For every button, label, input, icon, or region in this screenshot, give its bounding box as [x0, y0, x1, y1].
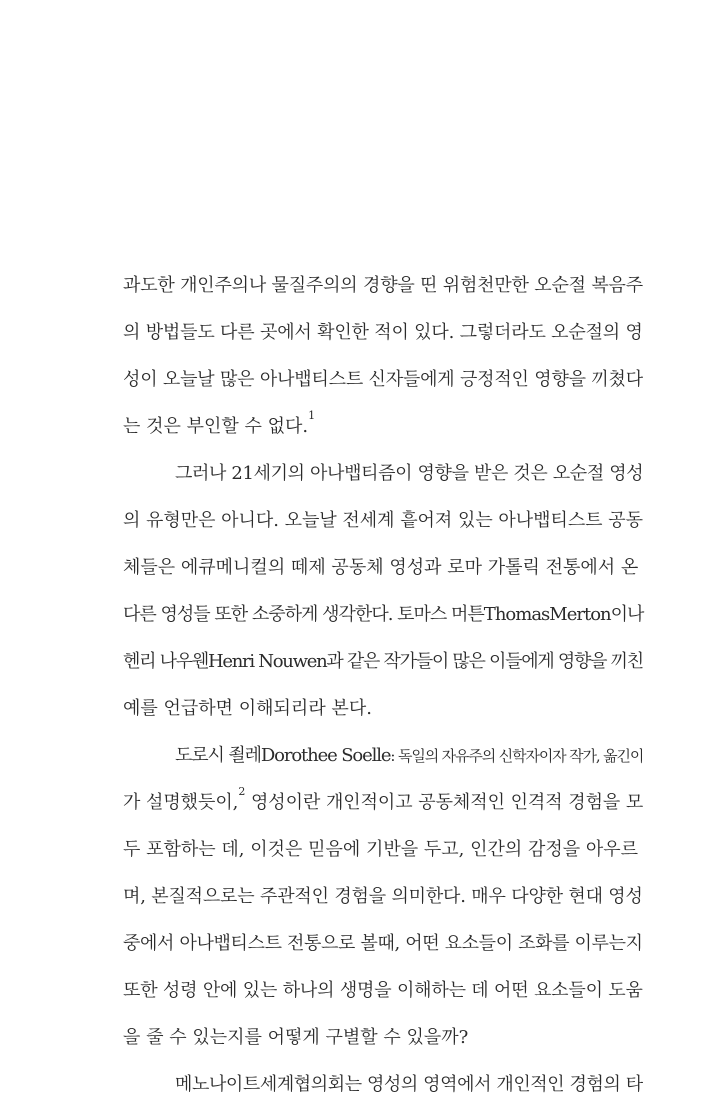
text-line: 또한 성령 안에 있는 하나의 생명을 이해하는 데 어떤 요소들이 도움 — [123, 980, 643, 1001]
text-span: 영성이란 개인적이고 공동체적인 인격적 경험을 모 — [245, 792, 644, 813]
text-span: 가 설명했듯이, — [123, 792, 239, 813]
text-line — [123, 779, 643, 826]
text-span: 도로시 죌레Dorothee Soelle — [175, 745, 391, 766]
text-line: 다른 영성들 또한 소중하게 생각한다. 토마스 머튼ThomasMerton이나 — [123, 604, 644, 625]
text-line: 성이 오늘날 많은 아나뱁티스트 신자들에게 긍정적인 영향을 끼쳤다 — [123, 369, 643, 390]
text-line: 헨리 나우웬Henri Nouwen과 같은 작가들이 많은 이들에게 영향을 끼친 — [123, 651, 643, 672]
text-line: 과도한 개인주의나 물질주의의 경향을 띤 위험천만한 오순절 복음주 — [123, 275, 643, 296]
text-line: 두 포함하는 데, 이것은 믿음에 기반을 두고, 인간의 감정을 아우르 — [123, 839, 639, 860]
text-line: 예를 언급하면 이해되리라 본다. — [123, 698, 372, 719]
text-span: 는 것은 부인할 수 없다. — [123, 416, 309, 437]
text-line: 메노나이트세계협의회는 영성의 영역에서 개인적인 경험의 타 — [175, 1074, 643, 1095]
text-line: 체들은 에큐메니컬의 떼제 공동체 영성과 로마 가톨릭 전통에서 온 — [123, 557, 639, 578]
text-line: 을 줄 수 있는지를 어떻게 구별할 수 있을까? — [123, 1027, 469, 1048]
translator-note: : 독일의 자유주의 신학자이자 작가, 옮긴이 — [390, 747, 644, 765]
footnote-marker: 2 — [238, 785, 246, 798]
footnote-marker: 1 — [308, 409, 316, 422]
text-line: 중에서 아나뱁티스트 전통으로 볼때, 어떤 요소들이 조화를 이루는지 — [123, 933, 643, 954]
text-line: 며, 본질적으로는 주관적인 경험을 의미한다. 매우 다양한 현대 영성 — [123, 886, 643, 907]
body-text — [123, 262, 643, 1108]
text-line: 그러나 21세기의 아나뱁티즘이 영향을 받은 것은 오순절 영성 — [175, 463, 644, 484]
text-line: 의 유형만은 아니다. 오늘날 전세계 흩어져 있는 아나뱁티스트 공동 — [123, 510, 643, 531]
text-line: 의 방법들도 다른 곳에서 확인한 적이 있다. 그렇더라도 오순절의 영 — [123, 322, 643, 343]
text-line — [123, 403, 643, 450]
text-line — [123, 732, 643, 779]
